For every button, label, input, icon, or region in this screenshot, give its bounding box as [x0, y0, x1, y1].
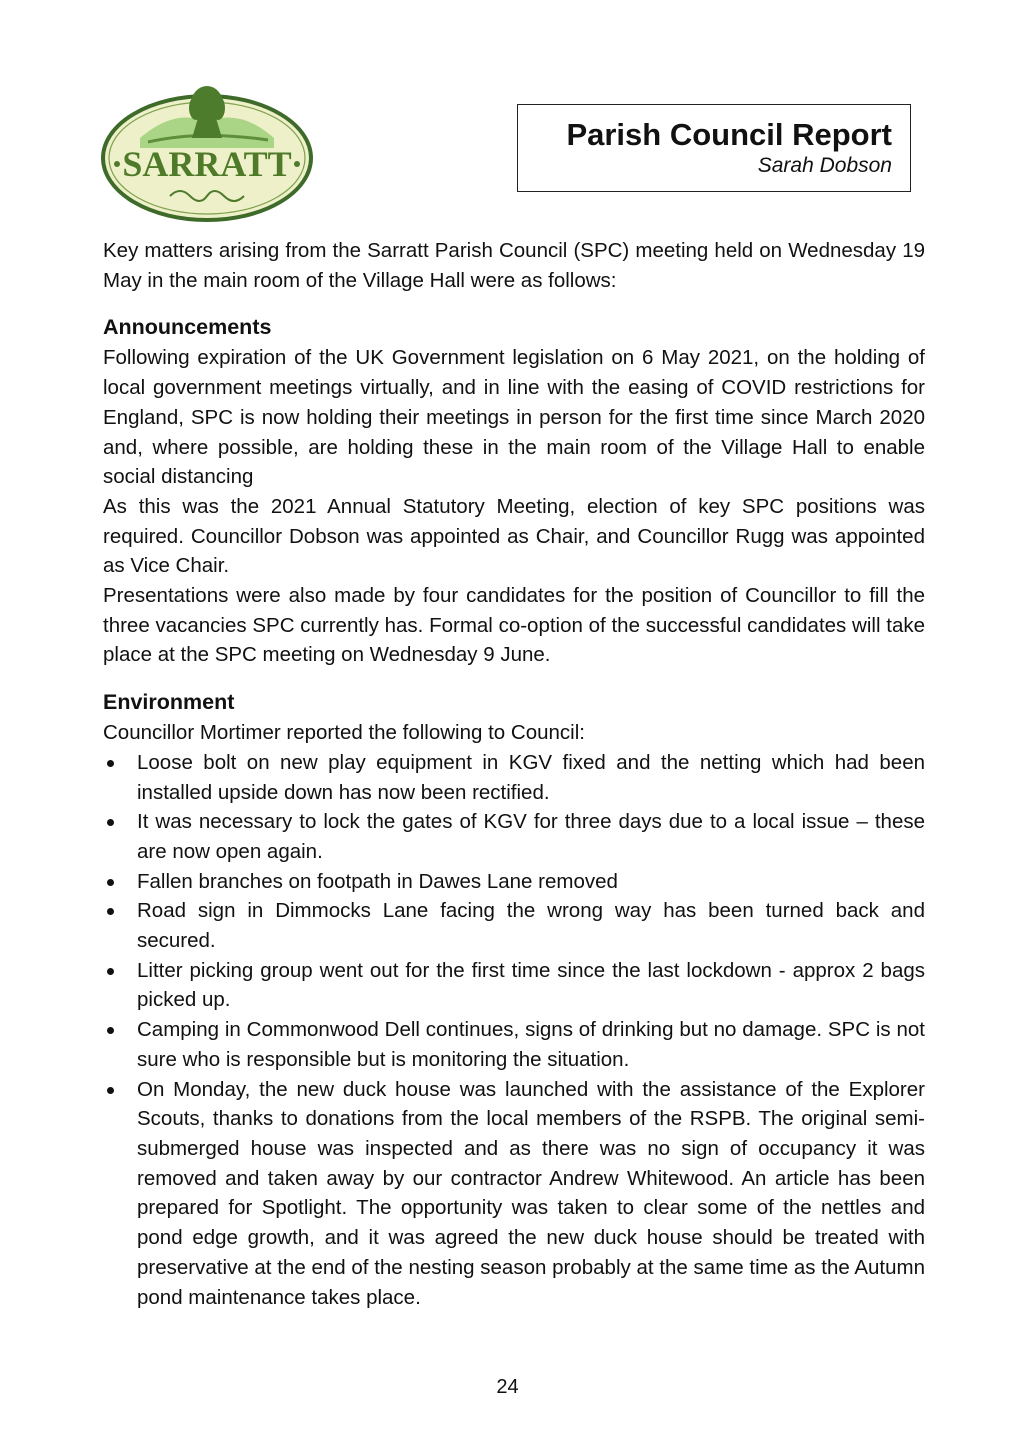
list-item: Loose bolt on new play equipment in KGV fixed and the netting which had been installed upside down has now been rectified. — [103, 748, 925, 807]
list-item: Litter picking group went out for the first time since the last lockdown - approx 2 bags picked up. — [103, 956, 925, 1015]
announcements-paragraph-3: Presentations were also made by four candidates for the position of Councillor to fill the three vacancies SPC currently has. Formal co-option of the successful candidates will take place at the SPC meeting on Wednesday 9 June. — [103, 584, 925, 667]
environment-heading: Environment — [103, 690, 235, 715]
list-item: It was necessary to lock the gates of KGV for three days due to a local issue – these are now open again. — [103, 807, 925, 866]
title-box — [517, 104, 911, 192]
intro-paragraph: Key matters arising from the Sarratt Parish Council (SPC) meeting held on Wednesday 19 May in the main room of the Village Hall were as follows: — [103, 239, 925, 292]
report-title: Parish Council Report — [566, 117, 892, 152]
environment-list — [103, 748, 925, 1312]
announcements-paragraph-1: Following expiration of the UK Government legislation on 6 May 2021, on the holding of local government meetings virtually, and in line with the easing of COVID restrictions for England, SPC is now holding their meetings in person for the first time since March 2020 and, where possible, are holding these in the main room of the Village Hall to enable social distancing — [103, 346, 925, 489]
environment-lead: Councillor Mortimer reported the following to Council: — [103, 721, 585, 745]
list-item: Fallen branches on footpath in Dawes Lane removed — [103, 867, 925, 897]
list-item: On Monday, the new duck house was launched with the assistance of the Explorer Scouts, thanks to donations from the local members of the RSPB. The original semi-submerged house was inspected and as there was no sign of occupancy it was removed and taken away by our contractor Andrew Whitewood. An article has been prepared for Spotlight. The opportunity was taken to clear some of the nettles and pond edge growth, and it was agreed the new duck house should be treated with preservative at the end of the nesting season probably at the same time as the Autumn pond maintenance takes place. — [103, 1075, 925, 1313]
announcements-paragraph-2: As this was the 2021 Annual Statutory Meeting, election of key SPC positions was required. Councillor Dobson was appointed as Chair, and Councillor Rugg was appointed as Vice Chair. — [103, 494, 925, 578]
report-author: Sarah Dobson — [757, 154, 892, 177]
list-item: Camping in Commonwood Dell continues, signs of drinking but no damage. SPC is not sure who is responsible but is monitoring the situation. — [103, 1015, 925, 1074]
svg-text:SARRATT: SARRATT — [122, 144, 292, 184]
sarratt-logo — [100, 78, 314, 224]
list-item: Road sign in Dimmocks Lane facing the wrong way has been turned back and secured. — [103, 896, 925, 955]
announcements-heading: Announcements — [103, 315, 272, 340]
page-number: 24 — [496, 1376, 519, 1398]
report-body — [103, 236, 925, 1312]
